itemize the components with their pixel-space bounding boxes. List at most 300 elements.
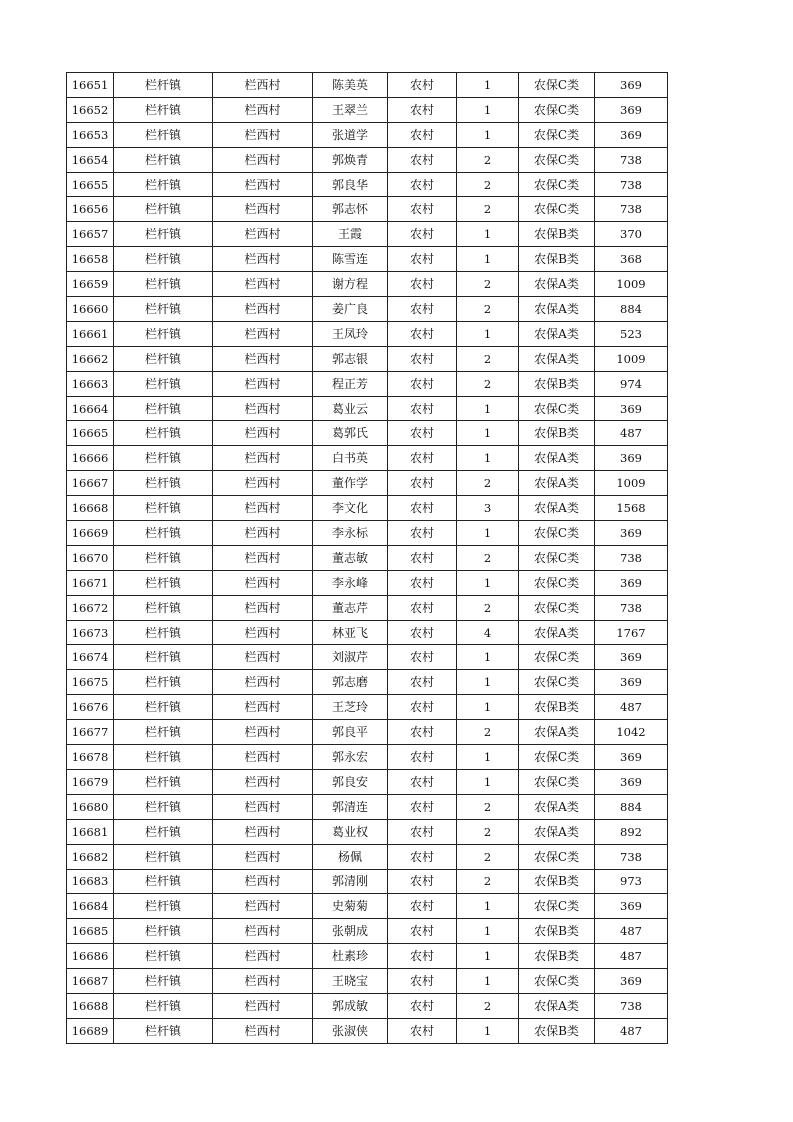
cell-town: 栏杆镇 — [114, 172, 213, 197]
cell-category: 农保C类 — [519, 396, 595, 421]
cell-village: 栏西村 — [213, 595, 313, 620]
cell-area: 农村 — [388, 147, 457, 172]
table-row — [67, 73, 668, 98]
cell-amount: 1568 — [595, 496, 668, 521]
cell-town: 栏杆镇 — [114, 346, 213, 371]
cell-village: 栏西村 — [213, 122, 313, 147]
cell-name: 李文化 — [313, 496, 388, 521]
cell-household-size: 1 — [457, 321, 519, 346]
table-row — [67, 197, 668, 222]
cell-name: 董志芹 — [313, 595, 388, 620]
cell-id: 16654 — [67, 147, 114, 172]
table-row — [67, 819, 668, 844]
table-row — [67, 869, 668, 894]
cell-village: 栏西村 — [213, 620, 313, 645]
cell-name: 郭志银 — [313, 346, 388, 371]
cell-name: 张朝成 — [313, 919, 388, 944]
cell-amount: 487 — [595, 421, 668, 446]
cell-village: 栏西村 — [213, 222, 313, 247]
table-row — [67, 147, 668, 172]
table-row — [67, 471, 668, 496]
cell-household-size: 2 — [457, 346, 519, 371]
cell-id: 16674 — [67, 645, 114, 670]
cell-category: 农保B类 — [519, 695, 595, 720]
cell-household-size: 1 — [457, 446, 519, 471]
cell-id: 16666 — [67, 446, 114, 471]
cell-area: 农村 — [388, 346, 457, 371]
cell-village: 栏西村 — [213, 819, 313, 844]
cell-area: 农村 — [388, 720, 457, 745]
cell-household-size: 2 — [457, 147, 519, 172]
cell-town: 栏杆镇 — [114, 695, 213, 720]
cell-name: 郭良平 — [313, 720, 388, 745]
cell-household-size: 2 — [457, 794, 519, 819]
cell-id: 16678 — [67, 745, 114, 770]
cell-id: 16675 — [67, 670, 114, 695]
cell-name: 陈雪连 — [313, 247, 388, 272]
cell-name: 董作学 — [313, 471, 388, 496]
cell-village: 栏西村 — [213, 272, 313, 297]
cell-category: 农保C类 — [519, 73, 595, 98]
cell-name: 姜广良 — [313, 297, 388, 322]
cell-town: 栏杆镇 — [114, 396, 213, 421]
cell-id: 16655 — [67, 172, 114, 197]
cell-category: 农保A类 — [519, 346, 595, 371]
table-row — [67, 794, 668, 819]
cell-area: 农村 — [388, 396, 457, 421]
cell-amount: 1009 — [595, 346, 668, 371]
cell-name: 郭永宏 — [313, 745, 388, 770]
cell-area: 农村 — [388, 222, 457, 247]
cell-area: 农村 — [388, 844, 457, 869]
cell-amount: 369 — [595, 521, 668, 546]
cell-household-size: 2 — [457, 869, 519, 894]
cell-amount: 487 — [595, 944, 668, 969]
cell-name: 林亚飞 — [313, 620, 388, 645]
cell-category: 农保C类 — [519, 545, 595, 570]
cell-id: 16672 — [67, 595, 114, 620]
table-row — [67, 496, 668, 521]
cell-area: 农村 — [388, 97, 457, 122]
cell-id: 16669 — [67, 521, 114, 546]
cell-category: 农保C类 — [519, 197, 595, 222]
cell-name: 王芝玲 — [313, 695, 388, 720]
cell-name: 董志敏 — [313, 545, 388, 570]
table-row — [67, 670, 668, 695]
cell-amount: 369 — [595, 122, 668, 147]
cell-category: 农保C类 — [519, 745, 595, 770]
cell-area: 农村 — [388, 321, 457, 346]
cell-town: 栏杆镇 — [114, 720, 213, 745]
cell-amount: 974 — [595, 371, 668, 396]
cell-amount: 487 — [595, 1018, 668, 1043]
cell-category: 农保C类 — [519, 969, 595, 994]
cell-household-size: 1 — [457, 969, 519, 994]
cell-id: 16681 — [67, 819, 114, 844]
cell-town: 栏杆镇 — [114, 944, 213, 969]
cell-category: 农保A类 — [519, 297, 595, 322]
cell-area: 农村 — [388, 595, 457, 620]
cell-household-size: 4 — [457, 620, 519, 645]
cell-household-size: 1 — [457, 769, 519, 794]
cell-village: 栏西村 — [213, 1018, 313, 1043]
cell-id: 16653 — [67, 122, 114, 147]
cell-id: 16651 — [67, 73, 114, 98]
cell-id: 16679 — [67, 769, 114, 794]
cell-village: 栏西村 — [213, 944, 313, 969]
cell-category: 农保C类 — [519, 844, 595, 869]
cell-town: 栏杆镇 — [114, 769, 213, 794]
cell-id: 16684 — [67, 894, 114, 919]
cell-household-size: 1 — [457, 396, 519, 421]
cell-area: 农村 — [388, 869, 457, 894]
cell-id: 16673 — [67, 620, 114, 645]
cell-town: 栏杆镇 — [114, 73, 213, 98]
cell-village: 栏西村 — [213, 346, 313, 371]
cell-name: 李永标 — [313, 521, 388, 546]
cell-village: 栏西村 — [213, 247, 313, 272]
cell-area: 农村 — [388, 969, 457, 994]
cell-area: 农村 — [388, 545, 457, 570]
table-row — [67, 695, 668, 720]
cell-amount: 369 — [595, 97, 668, 122]
cell-village: 栏西村 — [213, 695, 313, 720]
cell-area: 农村 — [388, 272, 457, 297]
cell-amount: 738 — [595, 595, 668, 620]
cell-household-size: 1 — [457, 97, 519, 122]
cell-category: 农保C类 — [519, 172, 595, 197]
cell-id: 16680 — [67, 794, 114, 819]
table-row — [67, 769, 668, 794]
cell-area: 农村 — [388, 1018, 457, 1043]
table-row — [67, 396, 668, 421]
cell-category: 农保A类 — [519, 321, 595, 346]
cell-category: 农保A类 — [519, 496, 595, 521]
cell-name: 程正芳 — [313, 371, 388, 396]
cell-village: 栏西村 — [213, 769, 313, 794]
cell-household-size: 1 — [457, 1018, 519, 1043]
cell-village: 栏西村 — [213, 172, 313, 197]
cell-household-size: 1 — [457, 521, 519, 546]
cell-household-size: 2 — [457, 172, 519, 197]
cell-town: 栏杆镇 — [114, 496, 213, 521]
cell-household-size: 1 — [457, 670, 519, 695]
cell-id: 16665 — [67, 421, 114, 446]
cell-village: 栏西村 — [213, 147, 313, 172]
cell-name: 葛郭氏 — [313, 421, 388, 446]
cell-amount: 369 — [595, 570, 668, 595]
cell-household-size: 1 — [457, 745, 519, 770]
cell-town: 栏杆镇 — [114, 122, 213, 147]
cell-village: 栏西村 — [213, 471, 313, 496]
cell-amount: 1009 — [595, 272, 668, 297]
cell-village: 栏西村 — [213, 321, 313, 346]
cell-amount: 487 — [595, 919, 668, 944]
cell-town: 栏杆镇 — [114, 894, 213, 919]
cell-category: 农保C类 — [519, 521, 595, 546]
cell-household-size: 2 — [457, 720, 519, 745]
cell-area: 农村 — [388, 421, 457, 446]
cell-household-size: 2 — [457, 844, 519, 869]
table-row — [67, 993, 668, 1018]
cell-id: 16657 — [67, 222, 114, 247]
cell-amount: 884 — [595, 794, 668, 819]
cell-household-size: 2 — [457, 545, 519, 570]
cell-name: 王翠兰 — [313, 97, 388, 122]
cell-id: 16687 — [67, 969, 114, 994]
cell-amount: 738 — [595, 993, 668, 1018]
cell-town: 栏杆镇 — [114, 620, 213, 645]
cell-name: 王凤玲 — [313, 321, 388, 346]
cell-village: 栏西村 — [213, 794, 313, 819]
cell-area: 农村 — [388, 794, 457, 819]
cell-category: 农保A类 — [519, 794, 595, 819]
cell-household-size: 2 — [457, 993, 519, 1018]
cell-household-size: 2 — [457, 197, 519, 222]
cell-amount: 487 — [595, 695, 668, 720]
cell-name: 郭焕青 — [313, 147, 388, 172]
cell-name: 李永峰 — [313, 570, 388, 595]
cell-area: 农村 — [388, 496, 457, 521]
cell-area: 农村 — [388, 247, 457, 272]
cell-amount: 1009 — [595, 471, 668, 496]
cell-amount: 884 — [595, 297, 668, 322]
cell-amount: 738 — [595, 147, 668, 172]
cell-village: 栏西村 — [213, 919, 313, 944]
table-row — [67, 720, 668, 745]
cell-amount: 369 — [595, 73, 668, 98]
cell-town: 栏杆镇 — [114, 446, 213, 471]
cell-town: 栏杆镇 — [114, 147, 213, 172]
cell-town: 栏杆镇 — [114, 819, 213, 844]
cell-area: 农村 — [388, 769, 457, 794]
cell-category: 农保C类 — [519, 147, 595, 172]
cell-village: 栏西村 — [213, 745, 313, 770]
cell-id: 16670 — [67, 545, 114, 570]
cell-village: 栏西村 — [213, 993, 313, 1018]
cell-village: 栏西村 — [213, 645, 313, 670]
cell-amount: 892 — [595, 819, 668, 844]
cell-id: 16683 — [67, 869, 114, 894]
cell-household-size: 1 — [457, 421, 519, 446]
cell-town: 栏杆镇 — [114, 919, 213, 944]
cell-village: 栏西村 — [213, 97, 313, 122]
cell-town: 栏杆镇 — [114, 222, 213, 247]
cell-id: 16658 — [67, 247, 114, 272]
cell-area: 农村 — [388, 471, 457, 496]
subsidy-table — [66, 72, 668, 1044]
cell-household-size: 1 — [457, 222, 519, 247]
cell-area: 农村 — [388, 993, 457, 1018]
cell-id: 16662 — [67, 346, 114, 371]
cell-household-size: 1 — [457, 570, 519, 595]
cell-village: 栏西村 — [213, 446, 313, 471]
cell-id: 16682 — [67, 844, 114, 869]
table-row — [67, 97, 668, 122]
cell-id: 16677 — [67, 720, 114, 745]
cell-category: 农保A类 — [519, 993, 595, 1018]
cell-id: 16685 — [67, 919, 114, 944]
cell-village: 栏西村 — [213, 570, 313, 595]
cell-town: 栏杆镇 — [114, 321, 213, 346]
cell-amount: 369 — [595, 446, 668, 471]
cell-village: 栏西村 — [213, 720, 313, 745]
cell-amount: 370 — [595, 222, 668, 247]
cell-category: 农保B类 — [519, 869, 595, 894]
cell-name: 张淑侠 — [313, 1018, 388, 1043]
cell-name: 杨佩 — [313, 844, 388, 869]
cell-id: 16663 — [67, 371, 114, 396]
cell-name: 郭志磨 — [313, 670, 388, 695]
cell-household-size: 1 — [457, 894, 519, 919]
cell-category: 农保C类 — [519, 769, 595, 794]
cell-id: 16661 — [67, 321, 114, 346]
cell-name: 郭志怀 — [313, 197, 388, 222]
cell-name: 郭成敏 — [313, 993, 388, 1018]
cell-area: 农村 — [388, 172, 457, 197]
cell-village: 栏西村 — [213, 545, 313, 570]
cell-area: 农村 — [388, 73, 457, 98]
cell-amount: 738 — [595, 545, 668, 570]
cell-name: 史菊菊 — [313, 894, 388, 919]
table-row — [67, 620, 668, 645]
cell-id: 16656 — [67, 197, 114, 222]
cell-area: 农村 — [388, 297, 457, 322]
cell-amount: 738 — [595, 197, 668, 222]
cell-household-size: 1 — [457, 73, 519, 98]
cell-name: 王霞 — [313, 222, 388, 247]
cell-area: 农村 — [388, 645, 457, 670]
cell-amount: 369 — [595, 894, 668, 919]
cell-household-size: 1 — [457, 247, 519, 272]
cell-name: 葛业权 — [313, 819, 388, 844]
cell-id: 16671 — [67, 570, 114, 595]
table-row — [67, 297, 668, 322]
cell-village: 栏西村 — [213, 297, 313, 322]
cell-category: 农保C类 — [519, 122, 595, 147]
cell-town: 栏杆镇 — [114, 969, 213, 994]
cell-amount: 738 — [595, 844, 668, 869]
cell-household-size: 3 — [457, 496, 519, 521]
cell-household-size: 2 — [457, 272, 519, 297]
table-row — [67, 521, 668, 546]
cell-area: 农村 — [388, 620, 457, 645]
cell-area: 农村 — [388, 894, 457, 919]
cell-area: 农村 — [388, 446, 457, 471]
table-row — [67, 944, 668, 969]
cell-amount: 369 — [595, 396, 668, 421]
cell-town: 栏杆镇 — [114, 197, 213, 222]
cell-amount: 738 — [595, 172, 668, 197]
cell-id: 16686 — [67, 944, 114, 969]
table-row — [67, 371, 668, 396]
table-row — [67, 595, 668, 620]
cell-name: 陈美英 — [313, 73, 388, 98]
table-row — [67, 969, 668, 994]
cell-town: 栏杆镇 — [114, 844, 213, 869]
cell-village: 栏西村 — [213, 969, 313, 994]
cell-village: 栏西村 — [213, 421, 313, 446]
table-row — [67, 446, 668, 471]
cell-category: 农保A类 — [519, 620, 595, 645]
table-row — [67, 645, 668, 670]
cell-category: 农保C类 — [519, 894, 595, 919]
cell-village: 栏西村 — [213, 73, 313, 98]
cell-town: 栏杆镇 — [114, 745, 213, 770]
cell-village: 栏西村 — [213, 869, 313, 894]
cell-area: 农村 — [388, 695, 457, 720]
cell-town: 栏杆镇 — [114, 869, 213, 894]
cell-town: 栏杆镇 — [114, 272, 213, 297]
cell-name: 刘淑芹 — [313, 645, 388, 670]
cell-household-size: 1 — [457, 695, 519, 720]
table-row — [67, 844, 668, 869]
cell-town: 栏杆镇 — [114, 371, 213, 396]
cell-name: 郭清连 — [313, 794, 388, 819]
cell-household-size: 2 — [457, 371, 519, 396]
cell-area: 农村 — [388, 670, 457, 695]
cell-category: 农保A类 — [519, 471, 595, 496]
cell-amount: 369 — [595, 645, 668, 670]
cell-household-size: 1 — [457, 919, 519, 944]
cell-category: 农保B类 — [519, 1018, 595, 1043]
table-body — [67, 73, 668, 1044]
cell-id: 16667 — [67, 471, 114, 496]
cell-name: 郭良安 — [313, 769, 388, 794]
cell-category: 农保C类 — [519, 670, 595, 695]
cell-town: 栏杆镇 — [114, 1018, 213, 1043]
cell-name: 杜素珍 — [313, 944, 388, 969]
cell-town: 栏杆镇 — [114, 670, 213, 695]
cell-town: 栏杆镇 — [114, 645, 213, 670]
cell-category: 农保C类 — [519, 570, 595, 595]
cell-area: 农村 — [388, 197, 457, 222]
cell-household-size: 1 — [457, 645, 519, 670]
cell-area: 农村 — [388, 570, 457, 595]
table-row — [67, 570, 668, 595]
cell-amount: 1767 — [595, 620, 668, 645]
cell-village: 栏西村 — [213, 396, 313, 421]
cell-category: 农保B类 — [519, 919, 595, 944]
table-row — [67, 172, 668, 197]
cell-amount: 973 — [595, 869, 668, 894]
cell-category: 农保A类 — [519, 819, 595, 844]
cell-town: 栏杆镇 — [114, 794, 213, 819]
table-row — [67, 346, 668, 371]
cell-category: 农保C类 — [519, 595, 595, 620]
cell-area: 农村 — [388, 745, 457, 770]
cell-amount: 369 — [595, 745, 668, 770]
cell-area: 农村 — [388, 819, 457, 844]
cell-category: 农保A类 — [519, 272, 595, 297]
table-row — [67, 222, 668, 247]
cell-town: 栏杆镇 — [114, 421, 213, 446]
cell-id: 16689 — [67, 1018, 114, 1043]
table-row — [67, 745, 668, 770]
cell-household-size: 1 — [457, 944, 519, 969]
cell-town: 栏杆镇 — [114, 297, 213, 322]
cell-amount: 369 — [595, 769, 668, 794]
table-row — [67, 545, 668, 570]
cell-village: 栏西村 — [213, 496, 313, 521]
cell-name: 郭清刚 — [313, 869, 388, 894]
cell-town: 栏杆镇 — [114, 471, 213, 496]
table-row — [67, 247, 668, 272]
cell-id: 16660 — [67, 297, 114, 322]
cell-category: 农保B类 — [519, 421, 595, 446]
cell-household-size: 2 — [457, 297, 519, 322]
cell-area: 农村 — [388, 371, 457, 396]
